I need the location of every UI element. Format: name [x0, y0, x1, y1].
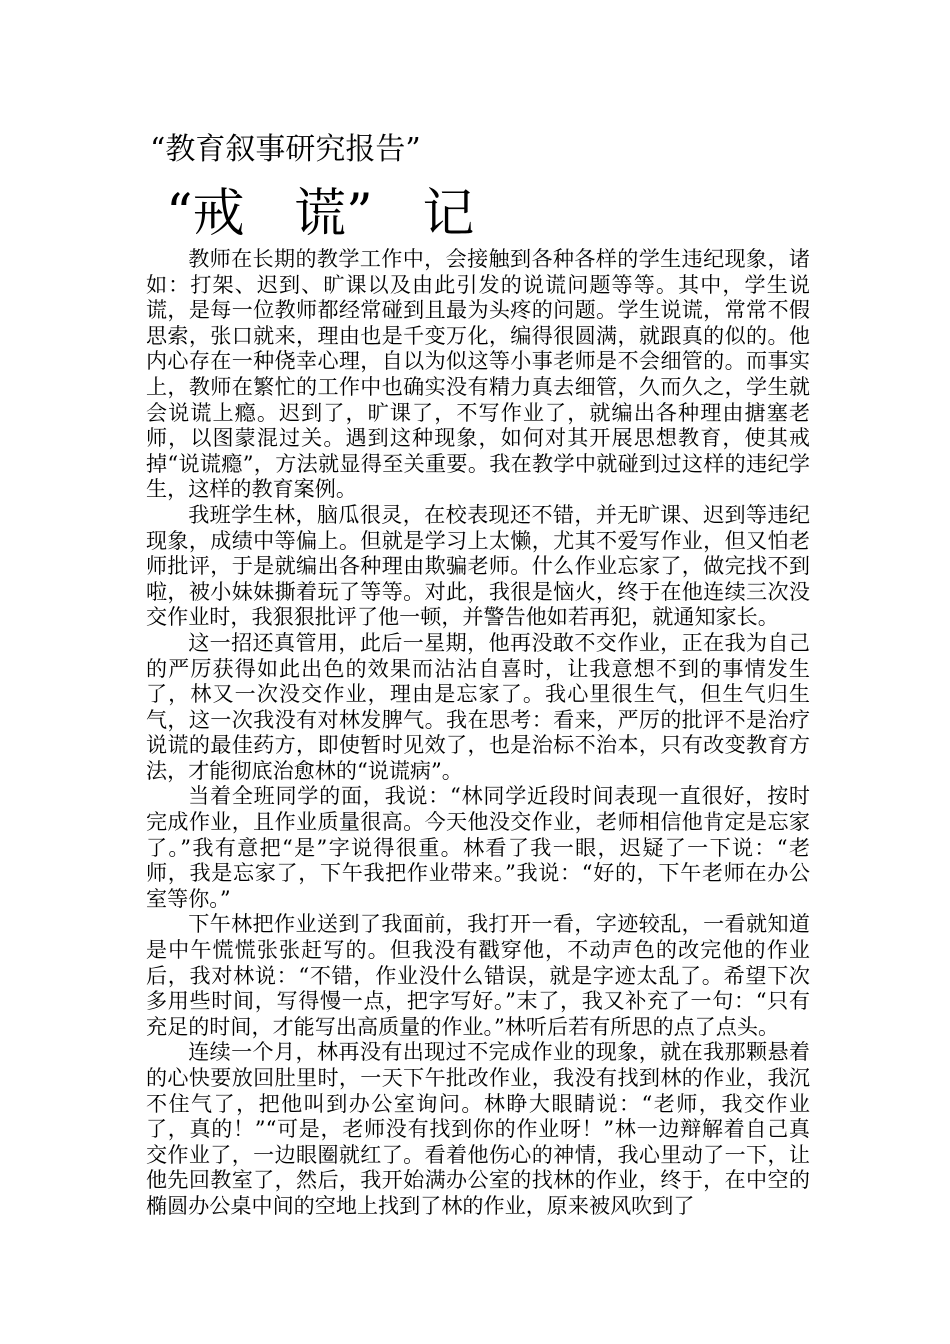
document-body: [146, 246, 810, 1219]
document-subtitle: “教育叙事研究报告”: [150, 132, 421, 167]
document-title: “戒 谎” 记: [166, 184, 475, 244]
paragraph: 我班学生林，脑瓜很灵，在校表现还不错，并无旷课、迟到等违纪现象，成绩中等偏上。但就是学习上太懒，尤其不爱写作业，但又怕老师批评，于是就编出各种理由欺骗老师。什么作业忘家了，做完找不到啦，被小妹妹撕着玩了等等。对此，我很是恼火，终于在他连续三次没交作业时，我狠狠批评了他一顿，并警告他如若再犯，就通知家长。: [146, 501, 810, 630]
paragraph: 教师在长期的教学工作中，会接触到各种各样的学生违纪现象，诸如：打架、迟到、旷课以及由此引发的说谎问题等等。其中，学生说谎，是每一位教师都经常碰到且最为头疼的问题。学生说谎，常常不假思索，张口就来，理由也是千变万化，编得很圆满，就跟真的似的。他内心存在一种侥幸心理，自以为似这等小事老师是不会细管的。而事实上，教师在繁忙的工作中也确实没有精力真去细管，久而久之，学生就会说谎上瘾。迟到了，旷课了，不写作业了，就编出各种理由搪塞老师，以图蒙混过关。遇到这种现象，如何对其开展思想教育，使其戒掉“说谎瘾”，方法就显得至关重要。我在教学中就碰到过这样的违纪学生，这样的教育案例。: [146, 246, 810, 502]
paragraph: 当着全班同学的面，我说：“林同学近段时间表现一直很好，按时完成作业，且作业质量很高。今天他没交作业，老师相信他肯定是忘家了。”我有意把“是”字说得很重。林看了我一眼，迟疑了一下说：“老师，我是忘家了，下午我把作业带来。”我说：“好的，下午老师在办公室等你。”: [146, 783, 810, 911]
paragraph: 下午林把作业送到了我面前，我打开一看，字迹较乱，一看就知道是中午慌慌张张赶写的。但我没有戳穿他，不动声色的改完他的作业后，我对林说：“不错，作业没什么错误，就是字迹太乱了。希望下次多用些时间，写得慢一点，把字写好。”末了，我又补充了一句：“只有充足的时间，才能写出高质量的作业。”林听后若有所思的点了点头。: [146, 911, 810, 1039]
paragraph: 连续一个月，林再没有出现过不完成作业的现象，就在我那颗悬着的心快要放回肚里时，一天下午批改作业，我没有找到林的作业，我沉不住气了，把他叫到办公室询问。林睁大眼睛说：“老师，我交作业了，真的！”“可是，老师没有找到你的作业呀！”林一边辩解着自己真交作业了，一边眼圈就红了。看着他伤心的神情，我心里动了一下，让他先回教室了，然后，我开始满办公室的找林的作业，终于，在中空的椭圆办公桌中间的空地上找到了林的作业，原来被风吹到了: [146, 1039, 810, 1218]
paragraph: 这一招还真管用，此后一星期，他再没敢不交作业，正在我为自己的严厉获得如此出色的效果而沾沾自喜时，让我意想不到的事情发生了，林又一次没交作业，理由是忘家了。我心里很生气，但生气归生气，这一次我没有对林发脾气。我在思考：看来，严厉的批评不是治疗说谎的最佳药方，即使暂时见效了，也是治标不治本，只有改变教育方法，才能彻底治愈林的“说谎病”。: [146, 629, 810, 783]
